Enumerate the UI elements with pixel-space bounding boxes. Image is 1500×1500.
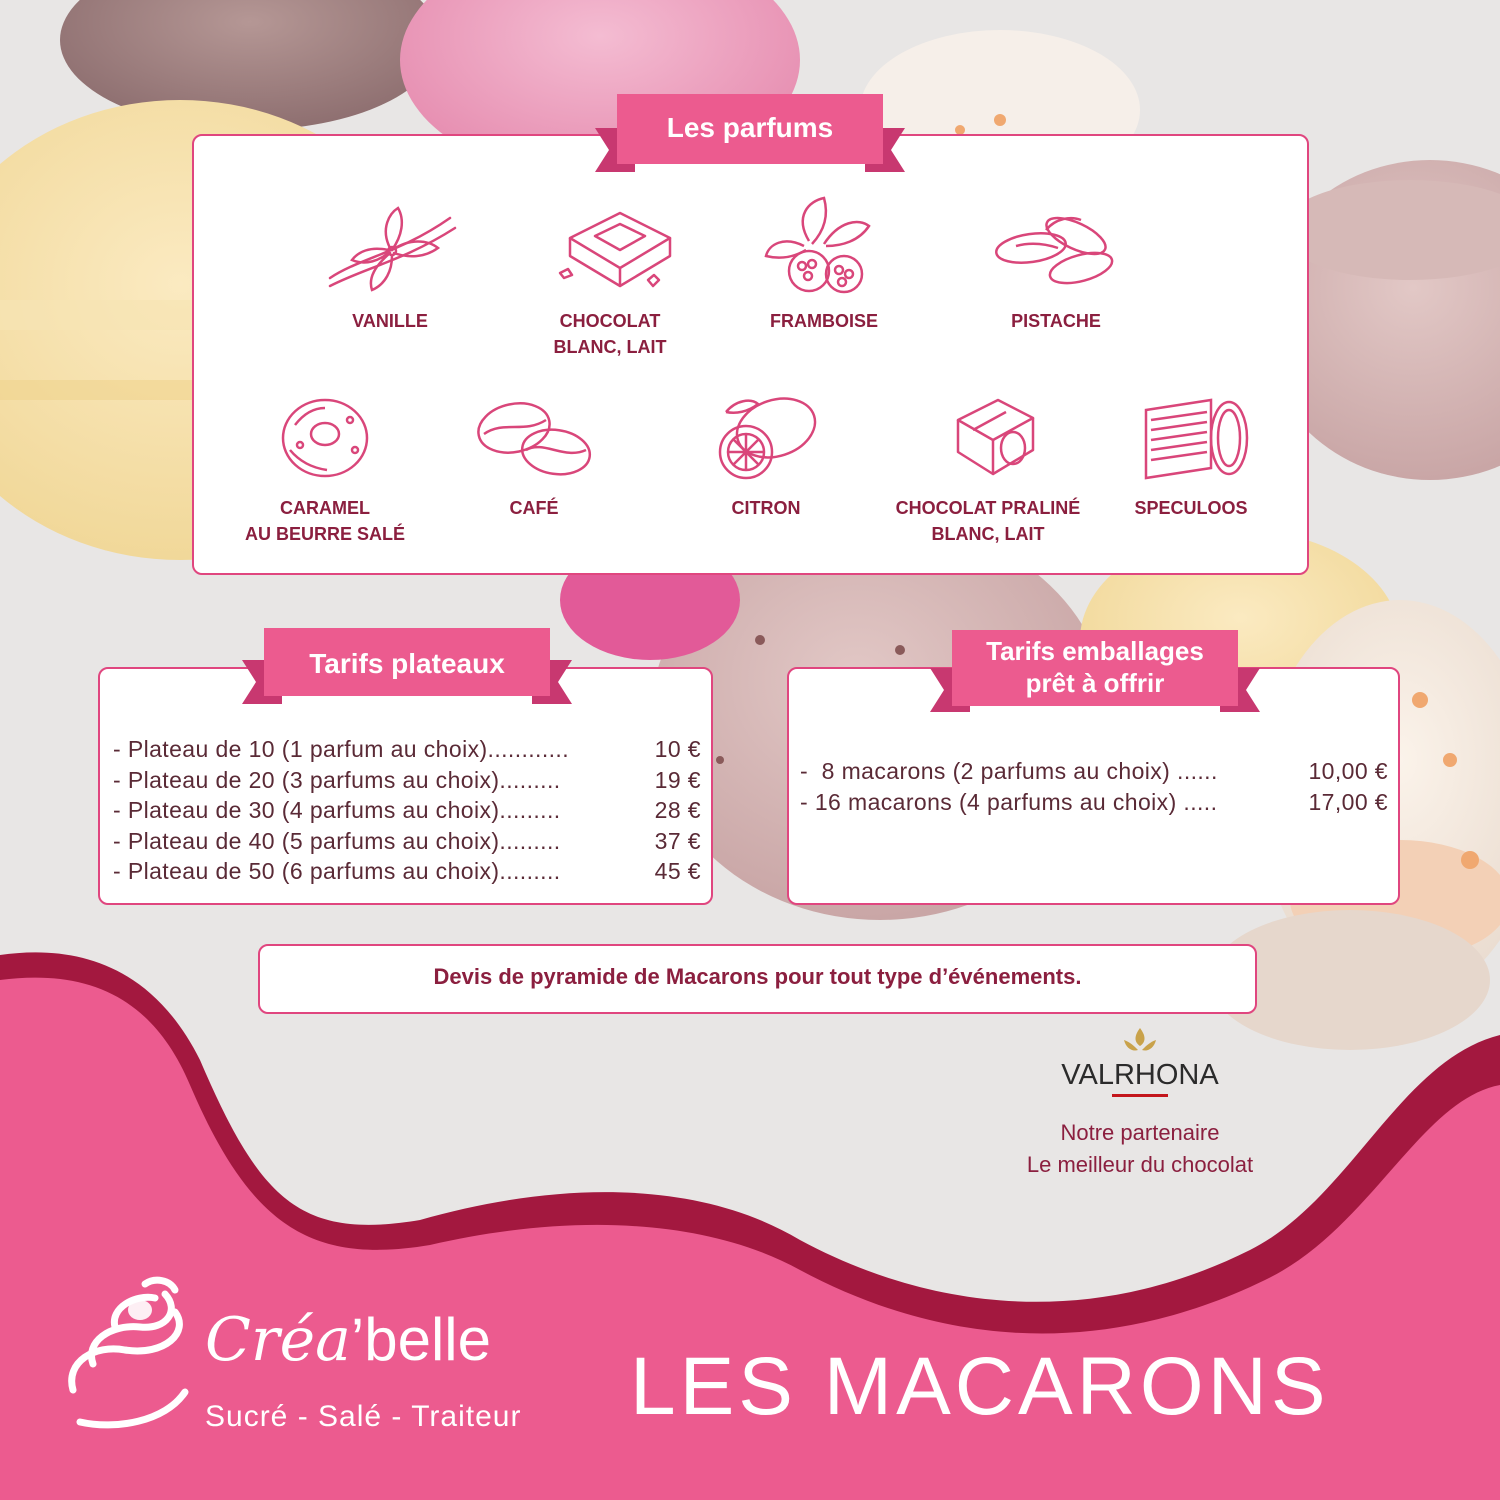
raspberry-icon [754,196,894,298]
tray-label: - Plateau de 30 (4 parfums au choix)......... [113,797,561,823]
flavor-label: CITRON [731,498,801,518]
brand-name-part1: Créa [205,1305,351,1375]
flavor-raspberry [724,196,924,334]
tray-label: - Plateau de 20 (3 parfums au choix)......... [113,766,561,793]
list-item [800,756,1388,787]
vanilla-icon [320,198,460,298]
crea-belle-logo-icon [55,1272,205,1432]
list-item [800,787,1388,818]
packaging-title-line2: prêt à offrir [1025,668,1165,698]
tray-label: - Plateau de 50 (6 parfums au choix)......... [113,858,561,884]
flavors-title: Les parfums [666,112,834,143]
list-item [113,734,701,765]
list-item [113,765,701,796]
pistachio-icon [986,198,1126,298]
devis-banner [258,944,1257,1014]
page-title: LES MACARONS [630,1341,1330,1432]
flavor-label: PISTACHE [1011,311,1101,331]
tray-price: 28 € [654,797,701,823]
list-item [113,826,701,857]
tray-label: - Plateau de 40 (5 parfums au choix)......... [113,827,561,854]
packaging-price-list [800,756,1388,817]
tray-price: 37 € [654,827,701,854]
speculoos-icon [1121,390,1261,485]
lemon-icon [696,390,836,485]
praline-chocolate-icon [918,390,1058,485]
partner-line2: Le meilleur du chocolat [1026,1152,1254,1177]
valrhona-logo [1050,1026,1230,1100]
flavor-pistachio [956,198,1156,334]
tray-price: 45 € [654,858,701,884]
flavor-speculoos [1091,390,1291,521]
chocolate-icon [540,198,680,298]
partner-line1: Notre partenaire [1060,1120,1220,1145]
tray-price: 10 € [654,736,701,762]
tray-price: 19 € [654,766,701,793]
trays-title: Tarifs plateaux [309,648,505,679]
flavor-praline [888,390,1088,547]
flavor-label: FRAMBOISE [770,311,878,331]
flavor-label: CARAMEL AU BEURRE SALÉ [244,498,405,544]
flavor-chocolate [510,198,710,360]
flavor-label: CAFÉ [509,498,559,518]
brand-name [205,1305,491,1375]
packaging-label: - 8 macarons (2 parfums au choix) ...... [800,758,1218,784]
flavor-coffee [434,390,634,521]
tray-label: - Plateau de 10 (1 parfum au choix)............ [113,736,570,762]
list-item [113,795,701,826]
packaging-price: 10,00 € [1308,758,1388,784]
caramel-icon [255,390,395,485]
brand-name-part2: ’belle [350,1306,491,1373]
flavor-label: VANILLE [352,311,428,331]
flavor-lemon [666,390,866,521]
flavor-label: CHOCOLAT BLANC, LAIT [553,311,667,357]
flavor-label: SPECULOOS [1134,498,1248,518]
packaging-label: - 16 macarons (4 parfums au choix) ..... [800,788,1218,815]
packaging-price: 17,00 € [1308,788,1388,815]
flavor-vanilla [290,198,490,334]
valrhona-wordmark: VALRHONA [1061,1059,1219,1091]
devis-text: Devis de pyramide de Macarons pour tout type d’événements. [433,964,1082,989]
trays-price-list [113,734,701,887]
packaging-title-line1: Tarifs emballages [986,636,1204,666]
flavor-label: CHOCOLAT PRALINÉ BLANC, LAIT [895,498,1081,544]
brand-tagline: Sucré - Salé - Traiteur [205,1400,522,1433]
coffee-bean-icon [464,390,604,485]
flavor-caramel [225,390,425,547]
list-item [113,856,701,887]
